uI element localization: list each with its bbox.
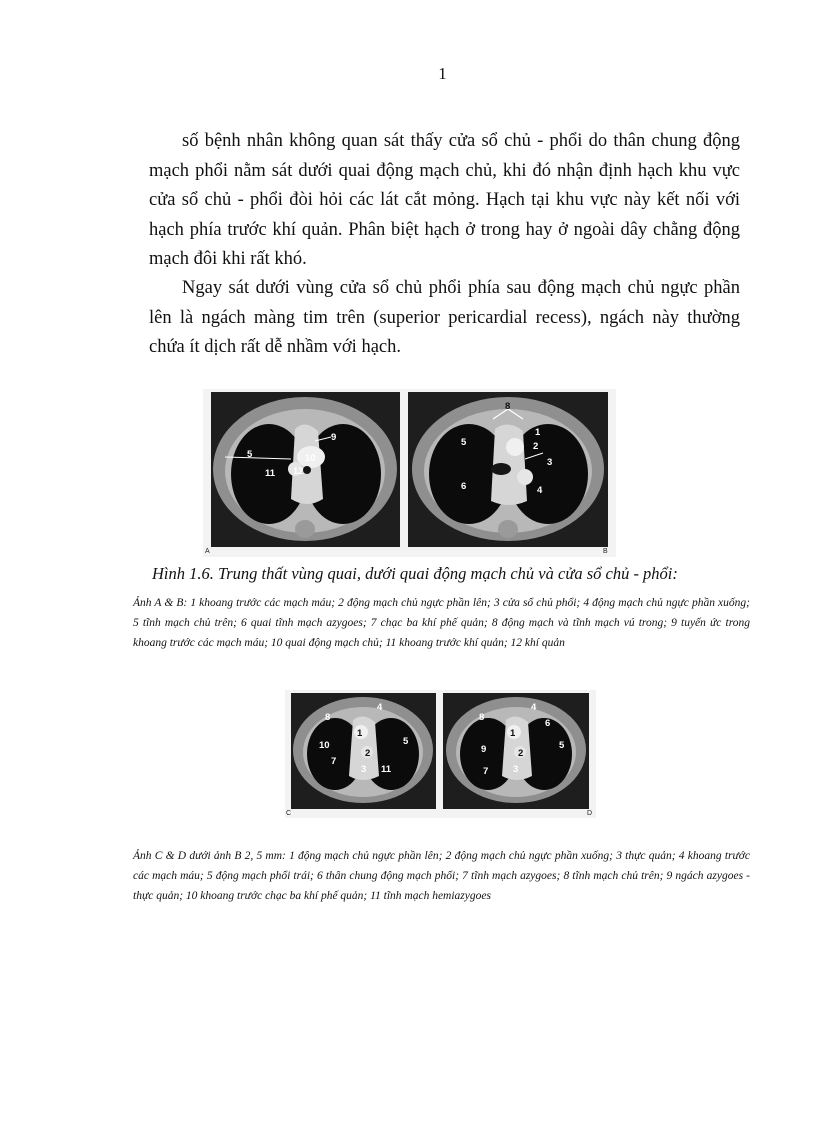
- label-b-3: 3: [547, 457, 553, 468]
- label-b-5: 5: [461, 437, 467, 448]
- ct-image-pair-ab: [203, 389, 616, 557]
- label-c-3: 3: [361, 764, 367, 775]
- label-d-2: 2: [518, 748, 524, 759]
- figure-title: Hình 1.6. Trung thất vùng quai, dưới quai động mạch chủ và cửa sổ chủ - phổi:: [152, 564, 678, 583]
- label-d-6: 6: [545, 718, 551, 729]
- label-b-7: 7: [495, 465, 501, 476]
- label-b-2: 2: [533, 441, 539, 452]
- ct-panel-b: [408, 392, 608, 555]
- label-b-6: 6: [461, 481, 467, 492]
- label-b-4: 4: [537, 485, 543, 496]
- figure-ct-c-d: [285, 690, 596, 818]
- ct-panel-c: [286, 693, 436, 817]
- label-c-11: 11: [381, 764, 392, 775]
- label-c-5: 5: [403, 736, 409, 747]
- caption-c-d: Ảnh C & D dưới ảnh B 2, 5 mm: 1 động mạch chủ ngực phần lên; 2 động mạch chủ ngực phần xuống; 3 thực quản; 4 khoang trước các mạch máu; 5 động mạch phổi trái; 6 thân chung động mạch phổi; 7 tĩnh mạch azygoes; 8 tĩnh mạch chủ trên; 9 ngách azygoes - thực quản; 10 khoang trước chạc ba khí phế quản; 11 tĩnh mạch hemiazygoes: [133, 850, 750, 902]
- label-c-7: 7: [331, 756, 337, 767]
- label-b-1: 1: [535, 427, 541, 438]
- label-c-10: 10: [319, 740, 330, 751]
- figure-ct-a-b: [203, 389, 616, 557]
- panel-letter-d: D: [587, 810, 593, 817]
- panel-letter-a: A: [205, 548, 210, 555]
- label-d-9: 9: [481, 744, 487, 755]
- paragraph-1-text: số bệnh nhân không quan sát thấy cửa sổ chủ - phổi do thân chung động mạch phổi nằm sát dưới quai động mạch chủ, khi đó nhận định hạch khu vực cửa sổ chủ - phổi đòi hỏi các lát cắt mỏng. Hạch tại khu vực này kết nối với hạch phía trước khí quản. Phân biệt hạch ở trong hay ở ngoài dây chằng động mạch đôi khi rất khó.: [149, 131, 740, 269]
- label-d-1: 1: [510, 728, 516, 739]
- paragraph-2: [149, 274, 740, 363]
- label-a-5: 5: [247, 449, 253, 460]
- label-a-9: 9: [331, 432, 337, 443]
- label-d-7: 7: [483, 766, 489, 777]
- label-c-1: 1: [357, 728, 363, 739]
- ct-panel-a: [205, 392, 400, 555]
- label-a-12: 12: [293, 466, 304, 477]
- caption-a-b: Ảnh A & B: 1 khoang trước các mạch máu; 2 động mạch chủ ngực phần lên; 3 cửa sổ chủ phổi; 4 động mạch chủ ngực phần xuống; 5 tĩnh mạch chủ trên; 6 quai tĩnh mạch azygoes; 7 chạc ba khí phế quản; 8 động mạch và tĩnh mạch vú trong; 9 tuyến ức trong khoang trước các mạch máu; 10 quai động mạch chủ; 11 khoang trước khí quản; 12 khí quản: [133, 597, 750, 649]
- ct-panel-d: [443, 693, 592, 817]
- page-number: 1: [438, 64, 447, 83]
- label-d-5: 5: [559, 740, 565, 751]
- label-c-2: 2: [365, 748, 371, 759]
- label-d-4: 4: [531, 702, 537, 713]
- label-c-8: 8: [325, 712, 331, 723]
- panel-letter-c: C: [286, 810, 292, 817]
- label-c-4: 4: [377, 702, 383, 713]
- paragraph-2-text: Ngay sát dưới vùng cửa sổ chủ phổi phía sau động mạch chủ ngực phần lên là ngách màng tim trên (superior pericardial recess), ngách này thường chứa ít dịch rất dễ nhầm với hạch.: [149, 278, 740, 357]
- label-d-8: 8: [479, 712, 485, 723]
- label-a-10: 10: [305, 453, 316, 464]
- panel-letter-b: B: [603, 548, 608, 555]
- ct-image-pair-cd: [285, 690, 596, 818]
- label-a-11: 11: [265, 468, 276, 479]
- paragraph-1: [149, 127, 740, 275]
- label-d-3: 3: [513, 764, 519, 775]
- label-b-8: 8: [505, 401, 511, 412]
